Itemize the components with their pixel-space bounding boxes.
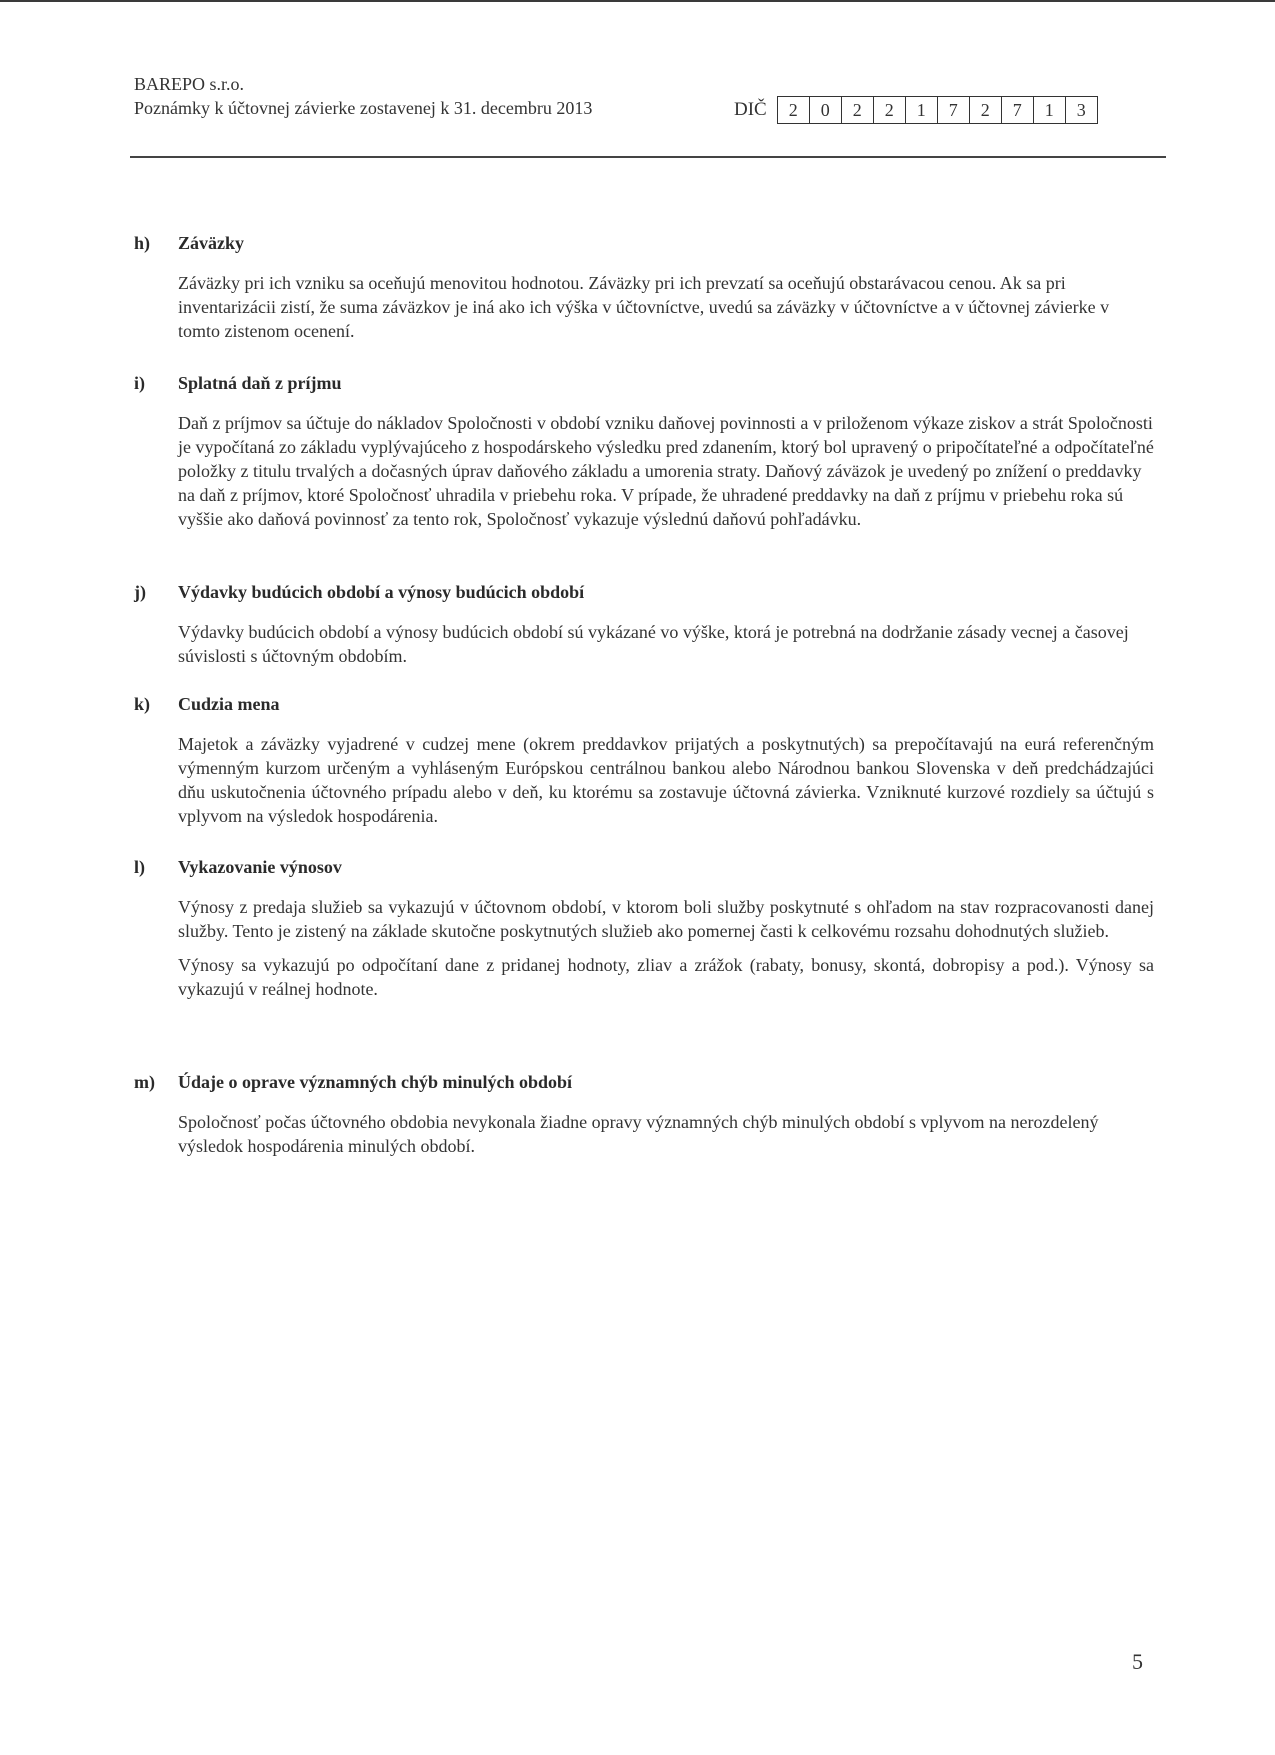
section-letter: i) <box>134 373 145 393</box>
company-name: BAREPO s.r.o. <box>134 74 245 94</box>
section-letter: m) <box>134 1072 155 1092</box>
section-title: Vykazovanie výnosov <box>178 857 342 877</box>
page-number: 5 <box>1132 1649 1143 1674</box>
section-m <box>134 1072 1154 1158</box>
tax-id-boxes <box>777 96 1098 124</box>
section-heading <box>134 373 1154 399</box>
section-letter: h) <box>134 233 151 253</box>
section-k <box>134 694 1154 828</box>
section-heading <box>134 582 1154 608</box>
tax-id-digit: 1 <box>906 97 938 123</box>
tax-id-digit: 3 <box>1076 100 1086 120</box>
section-paragraph: Spoločnosť počas účtovného obdobia nevykonala žiadne opravy významných chýb minulých období s vplyvom na nerozdelený výsledok hospodárenia minulých období. <box>178 1112 1099 1156</box>
section-title: Cudzia mena <box>178 694 280 714</box>
tax-id-digit: 2 <box>970 97 1002 123</box>
section-paragraph: Výdavky budúcich období a výnosy budúcich období sú vykázané vo výške, ktorá je potrebná na dodržanie zásady vecnej a časovej súvislosti s účtovným obdobím. <box>178 622 1129 666</box>
tax-id <box>734 96 1098 124</box>
tax-id-digit: 7 <box>1002 97 1034 123</box>
section-paragraph: Daň z príjmov sa účtuje do nákladov Spoločnosti v období vzniku daňovej povinnosti a v priloženom výkaze ziskov a strát Spoločnosti je vypočítaná zo základu vyplývajúceho z hospodárskeho výsledku pred zdanením, ktorý bol upravený o pripočítateľné a odpočítateľné položky z titulu trvalých a dočasných úprav daňového základu a umorenia straty. Daňový záväzok je uvedený po znížení o preddavky na daň z príjmov, ktoré Spoločnosť uhradila v priebehu roka. V prípade, že uhradené preddavky na daň z príjmu v priebehu roka sú vyššie ako daňová povinnosť za tento rok, Spoločnosť vykazuje výslednú daňovú pohľadávku. <box>178 413 1154 529</box>
section-h <box>134 233 1154 343</box>
section-heading <box>134 233 1154 259</box>
section-l <box>134 857 1154 1001</box>
header-divider <box>130 156 1166 158</box>
section-title: Splatná daň z príjmu <box>178 373 342 393</box>
section-letter: k) <box>134 694 151 714</box>
section-title: Údaje o oprave významných chýb minulých období <box>178 1072 573 1092</box>
tax-id-digit: 1 <box>1034 97 1066 123</box>
tax-id-digit: 0 <box>810 97 842 123</box>
tax-id-label: DIČ <box>734 99 767 120</box>
tax-id-digit: 2 <box>778 97 810 123</box>
section-paragraph: Záväzky pri ich vzniku sa oceňujú menovitou hodnotou. Záväzky pri ich prevzatí sa oceňujú obstarávacou cenou. Ak sa pri inventarizácii zistí, že suma záväzkov je iná ako ich výška v účtovníctve, uvedú sa záväzky v účtovníctve a v účtovnej závierke v tomto zistenom ocenení. <box>178 273 1110 341</box>
page-top-border <box>0 0 1275 2</box>
section-paragraph: Výnosy sa vykazujú po odpočítaní dane z pridanej hodnoty, zliav a zrážok (rabaty, bonusy, skontá, dobropisy a pod.). Výnosy sa vykazujú v reálnej hodnote. <box>178 955 1154 999</box>
section-letter: l) <box>134 857 145 877</box>
tax-id-digit: 2 <box>874 97 906 123</box>
section-paragraph: Majetok a záväzky vyjadrené v cudzej mene (okrem preddavkov prijatých a poskytnutých) sa prepočítavajú na eurá referenčným výmenným kurzom určeným a vyhláseným Európskou centrálnou bankou alebo Národnou bankou Slovenska v deň predchádzajúci dňu uskutočnenia účtovného prípadu alebo v deň, ku ktorému sa zostavuje účtovná závierka. Vzniknuté kurzové rozdiely sa účtujú s vplyvom na výsledok hospodárenia. <box>178 734 1154 826</box>
section-title: Výdavky budúcich období a výnosy budúcich období <box>178 582 585 602</box>
section-heading <box>134 1072 1154 1098</box>
section-paragraph: Výnosy z predaja služieb sa vykazujú v účtovnom období, v ktorom boli služby poskytnuté s ohľadom na stav rozpracovanosti danej služby. Tento je zistený na základe skutočne poskytnutých služieb ako pomernej časti k celkovému rozsahu dohodnutých služieb. <box>178 897 1154 941</box>
section-letter: j) <box>134 582 146 602</box>
section-j <box>134 582 1154 668</box>
section-heading <box>134 694 1154 720</box>
page-header <box>134 74 1144 134</box>
section-title: Záväzky <box>178 233 245 253</box>
document-subtitle: Poznámky k účtovnej závierke zostavenej k 31. decembru 2013 <box>134 98 593 118</box>
section-i <box>134 373 1154 531</box>
tax-id-digit: 2 <box>842 97 874 123</box>
section-heading <box>134 857 1154 883</box>
tax-id-digit: 7 <box>938 97 970 123</box>
